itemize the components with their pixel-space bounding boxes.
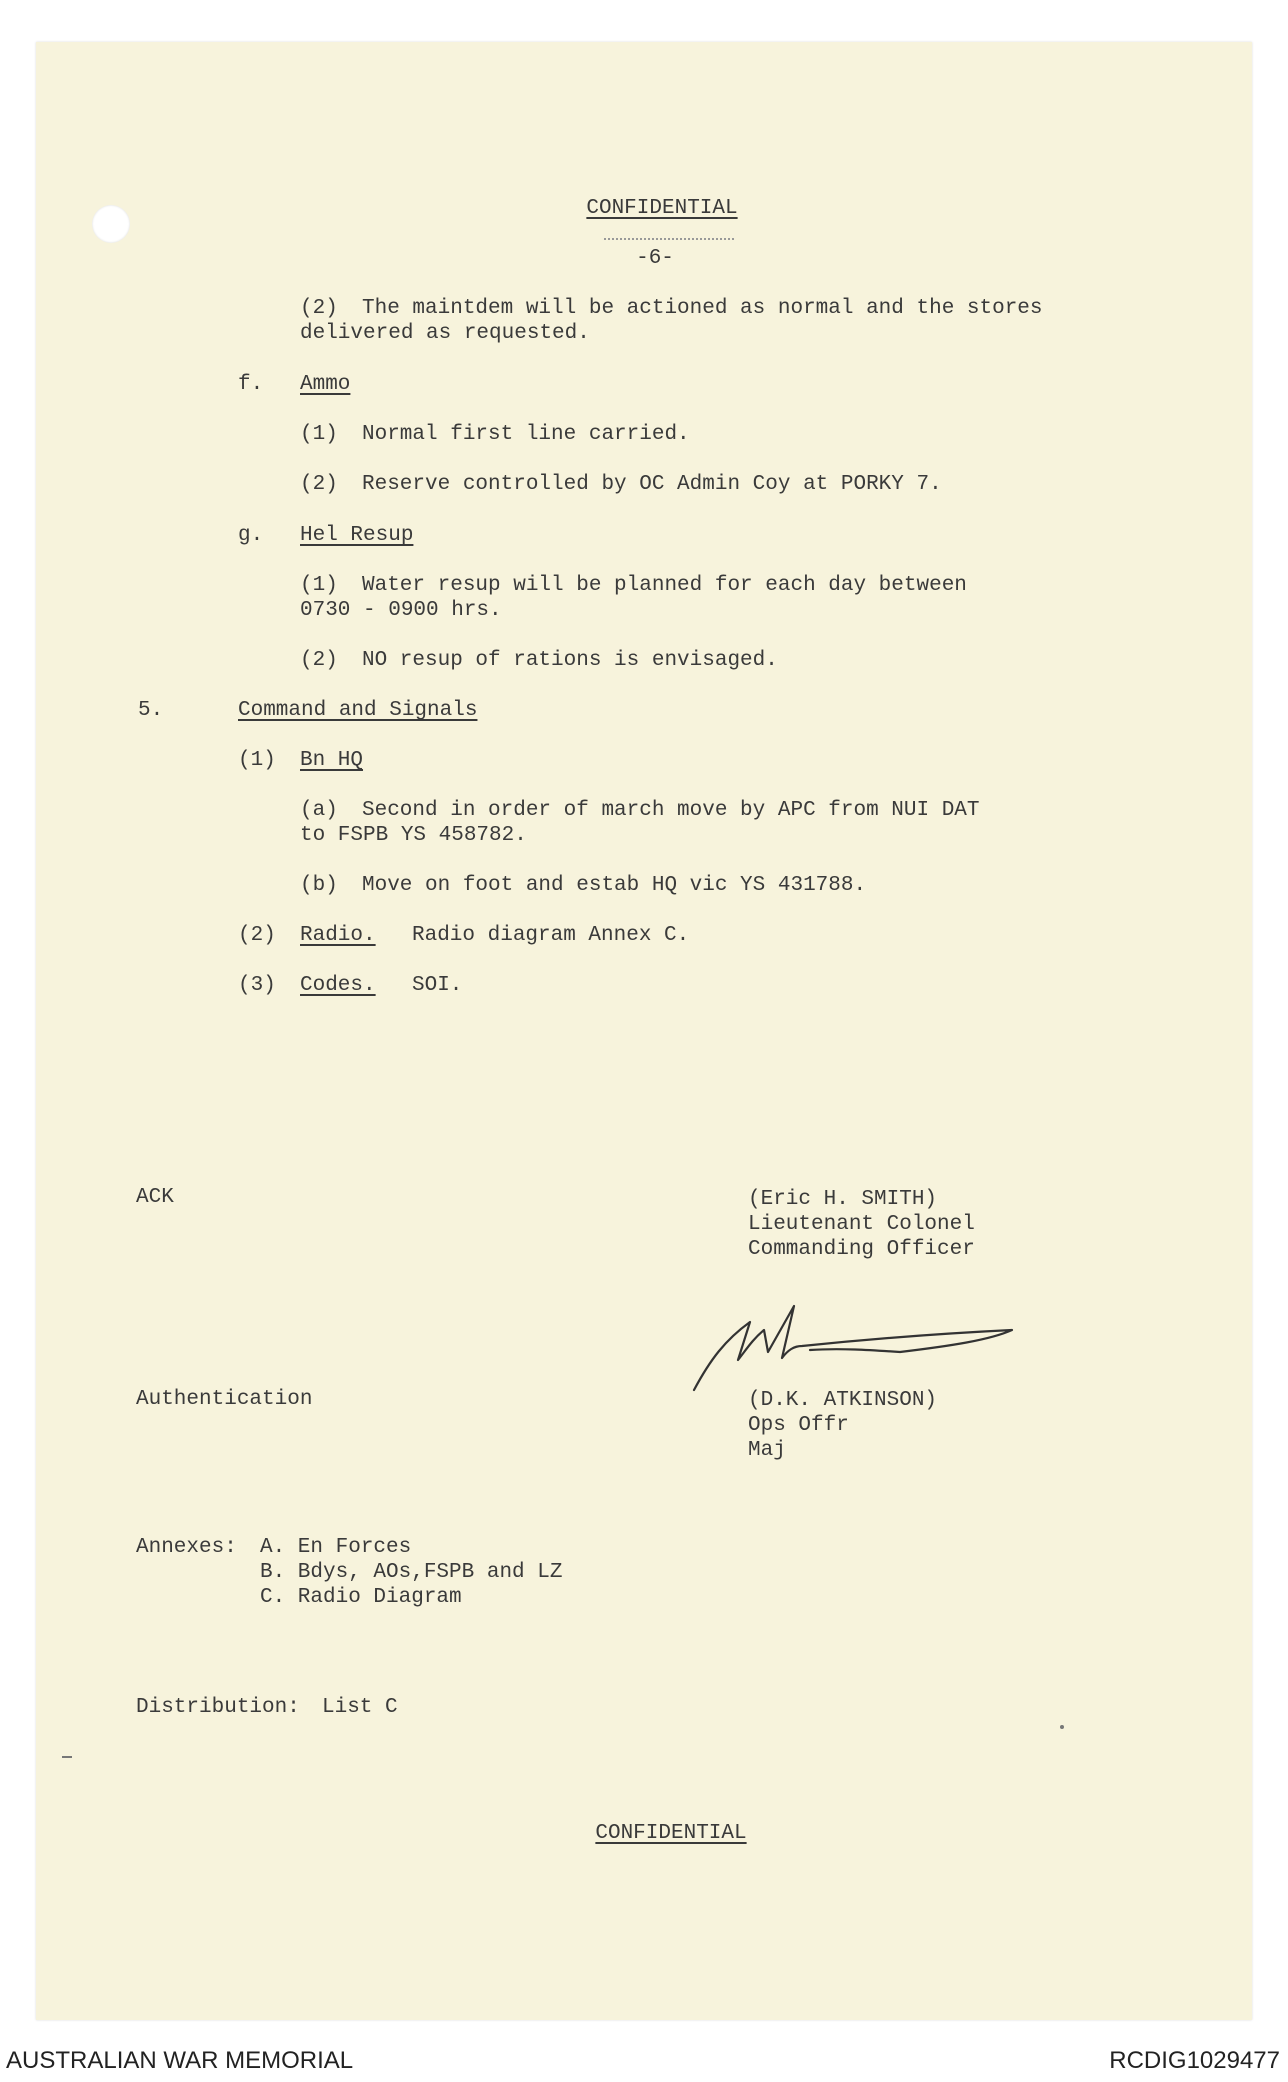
classification-header: CONFIDENTIAL [586,197,738,220]
ammo-item1-text: Normal first line carried. [362,423,690,446]
para-e2-num: (2) [300,297,338,320]
bn-hq-a-num: (a) [300,799,338,822]
archive-label: AUSTRALIAN WAR MEMORIAL [6,2047,354,2074]
command-num: 5. [138,699,164,722]
codes-heading: Codes. [300,974,376,997]
ack-label: ACK [136,1186,174,1209]
signatory-role: Commanding Officer [748,1238,975,1261]
ammo-letter: f. [238,373,264,396]
ammo-heading: Ammo [300,373,351,396]
signatory-rank: Lieutenant Colonel [748,1213,975,1236]
hel-resup-item1-num: (1) [300,574,338,597]
para-e2-line2: delivered as requested. [300,322,590,345]
hel-resup-heading: Hel Resup [300,524,414,547]
hel-resup-letter: g. [238,524,264,547]
classification-footer: CONFIDENTIAL [595,1822,747,1845]
stray-mark [62,1756,72,1758]
stray-mark [1060,1725,1064,1729]
hel-resup-item2-num: (2) [300,649,338,672]
radio-heading: Radio. [300,924,376,947]
auth-role: Ops Offr [748,1414,849,1437]
bn-hq-b-num: (b) [300,874,338,897]
punch-hole [92,205,130,243]
auth-name: (D.K. ATKINSON) [748,1389,938,1412]
annexes-label: Annexes: [136,1536,237,1559]
codes-text: SOI. [412,974,463,997]
bn-hq-heading: Bn HQ [300,749,364,772]
header-dots [604,238,734,240]
signatory-name: (Eric H. SMITH) [748,1188,938,1211]
hel-resup-item1-line1: Water resup will be planned for each day between [362,574,967,597]
para-e2-line1: The maintdem will be actioned as normal and the stores [362,297,1043,320]
bn-hq-a-line1: Second in order of march move by APC from NUI DAT [362,799,980,822]
annex-item-b: B. Bdys, AOs,FSPB and LZ [260,1561,563,1584]
document-page [36,42,1252,2020]
bn-hq-num: (1) [238,749,276,772]
ammo-item1-num: (1) [300,423,338,446]
annex-item-a: A. En Forces [260,1536,412,1559]
signature-image [690,1300,1020,1400]
ammo-item2-text: Reserve controlled by OC Admin Coy at PORKY 7. [362,473,942,496]
authentication-label: Authentication [136,1388,313,1411]
distribution-label: Distribution: [136,1696,300,1719]
command-heading: Command and Signals [238,699,478,722]
ammo-item2-num: (2) [300,473,338,496]
codes-num: (3) [238,974,276,997]
page-number: -6- [636,247,674,270]
archive-reference: RCDIG1029477 [1109,2047,1280,2074]
bn-hq-b-text: Move on foot and estab HQ vic YS 431788. [362,874,867,897]
radio-num: (2) [238,924,276,947]
bn-hq-a-line2: to FSPB YS 458782. [300,824,527,847]
hel-resup-item2-text: NO resup of rations is envisaged. [362,649,778,672]
radio-text: Radio diagram Annex C. [412,924,690,947]
distribution-value: List C [322,1696,398,1719]
annex-item-c: C. Radio Diagram [260,1586,462,1609]
auth-rank: Maj [748,1439,786,1462]
hel-resup-item1-line2: 0730 - 0900 hrs. [300,599,502,622]
